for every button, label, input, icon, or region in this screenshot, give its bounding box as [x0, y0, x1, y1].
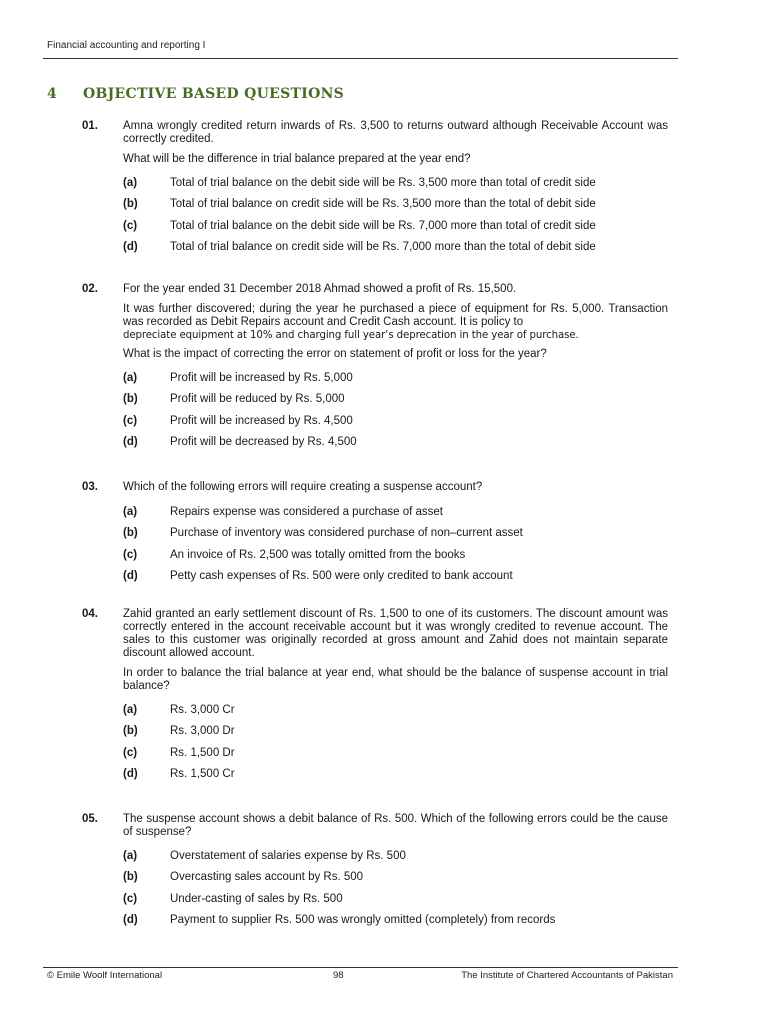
option-label: (d)	[123, 767, 138, 780]
option-text: Total of trial balance on credit side will be Rs. 3,500 more than the total of debit side	[170, 198, 596, 211]
option-a	[123, 177, 668, 198]
option-c	[123, 893, 668, 914]
option-a	[123, 506, 668, 527]
option-label: (b)	[123, 871, 138, 884]
question-body	[123, 120, 668, 262]
option-text: Total of trial balance on the debit side will be Rs. 7,000 more than total of credit side	[170, 219, 596, 232]
footer-copyright: © Emile Woolf International	[47, 970, 163, 981]
option-a	[123, 704, 668, 725]
option-label: (b)	[123, 393, 138, 406]
question-number: 01.	[82, 120, 98, 132]
option-label: (c)	[123, 892, 138, 905]
option-label: (c)	[123, 414, 138, 427]
option-text: Petty cash expenses of Rs. 500 were only credited to bank account	[170, 569, 513, 582]
answer-options	[123, 177, 668, 262]
question-text: For the year ended 31 December 2018 Ahmad showed a profit of Rs. 15,500.	[123, 283, 517, 295]
answer-options	[123, 850, 668, 935]
option-label: (b)	[123, 527, 138, 540]
question-prompt: Which of the following errors will require creating a suspense account?	[123, 481, 483, 493]
option-label: (c)	[123, 746, 138, 759]
option-text: Purchase of inventory was considered purchase of non–current asset	[170, 527, 523, 540]
option-c	[123, 549, 668, 570]
question-prompt: The suspense account shows a debit balance of Rs. 500. Which of the following errors could be the cause of suspense?	[123, 813, 668, 838]
option-label: (d)	[123, 435, 138, 448]
option-d	[123, 241, 668, 262]
question-05	[47, 813, 668, 935]
option-d	[123, 768, 668, 789]
option-b	[123, 393, 668, 414]
option-label: (a)	[123, 372, 138, 384]
option-label: (d)	[123, 913, 138, 926]
option-label: (b)	[123, 198, 138, 211]
question-body	[123, 813, 668, 935]
option-d	[123, 570, 668, 591]
option-text: Rs. 1,500 Cr	[170, 767, 235, 780]
option-text: Under-casting of sales by Rs. 500	[170, 892, 343, 905]
question-04	[47, 608, 668, 789]
option-b	[123, 198, 668, 219]
section-number: 4	[47, 86, 58, 102]
option-b	[123, 871, 668, 892]
option-label: (a)	[123, 506, 138, 518]
option-label: (c)	[123, 219, 138, 232]
option-b	[123, 725, 668, 746]
option-label: (d)	[123, 569, 138, 582]
option-label: (d)	[123, 240, 138, 253]
answer-options	[123, 506, 668, 591]
option-label: (a)	[123, 704, 138, 716]
page-number: 98	[333, 970, 344, 981]
option-text: An invoice of Rs. 2,500 was totally omitted from the books	[170, 548, 466, 561]
question-text: Zahid granted an early settlement discount of Rs. 1,500 to one of its customers. The discount amount was correctly entered in the account receivable account but it was wrongly credited to revenue account. The sales to this customer was originally recorded at gross amount and Zahid does not maintain separate discount allowed account.	[123, 608, 668, 659]
option-text: Profit will be increased by Rs. 5,000	[170, 372, 353, 384]
section-heading	[47, 85, 344, 103]
option-b	[123, 527, 668, 548]
question-text: depreciate equipment at 10% and charging full year’s deprecation in the year of purchase.	[123, 330, 579, 341]
option-text: Rs. 3,000 Dr	[170, 725, 235, 738]
option-text: Total of trial balance on credit side will be Rs. 7,000 more than the total of debit side	[170, 240, 596, 253]
question-prompt: What is the impact of correcting the error on statement of profit or loss for the year?	[123, 348, 547, 360]
question-prompt: What will be the difference in trial balance prepared at the year end?	[123, 153, 471, 165]
option-text: Profit will be reduced by Rs. 5,000	[170, 393, 345, 406]
option-text: Repairs expense was considered a purchase of asset	[170, 506, 443, 518]
option-c	[123, 747, 668, 768]
question-body	[123, 608, 668, 789]
option-text: Payment to supplier Rs. 500 was wrongly omitted (completely) from records	[170, 913, 556, 926]
question-01	[47, 120, 668, 262]
question-text: It was further discovered; during the year he purchased a piece of equipment for Rs. 5,000. Transaction was recorded as Debit Repairs account and Credit Cash account. It is policy to	[123, 303, 668, 328]
option-d	[123, 914, 668, 935]
question-number: 03.	[82, 481, 98, 493]
option-text: Overstatement of salaries expense by Rs. 500	[170, 850, 406, 862]
question-03	[47, 481, 668, 591]
option-text: Rs. 1,500 Dr	[170, 746, 235, 759]
question-body	[123, 481, 668, 591]
footer-divider	[43, 967, 678, 968]
question-number: 02.	[82, 283, 98, 295]
question-number: 05.	[82, 813, 98, 825]
question-body	[123, 283, 668, 457]
option-text: Rs. 3,000 Cr	[170, 704, 235, 716]
option-c	[123, 220, 668, 241]
option-text: Overcasting sales account by Rs. 500	[170, 871, 364, 884]
question-prompt: In order to balance the trial balance at year end, what should be the balance of suspense account in trial balance?	[123, 667, 668, 692]
question-text: Amna wrongly credited return inwards of Rs. 3,500 to returns outward although Receivable Account was correctly credited.	[123, 120, 668, 145]
option-text: Profit will be decreased by Rs. 4,500	[170, 435, 357, 448]
section-title: OBJECTIVE BASED QUESTIONS	[83, 86, 345, 102]
question-02	[47, 283, 668, 457]
running-header: Financial accounting and reporting I	[47, 40, 206, 51]
option-label: (a)	[123, 177, 138, 189]
option-text: Profit will be increased by Rs. 4,500	[170, 414, 353, 427]
answer-options	[123, 372, 668, 457]
option-d	[123, 436, 668, 457]
option-a	[123, 372, 668, 393]
option-label: (c)	[123, 548, 138, 561]
option-label: (a)	[123, 850, 138, 862]
answer-options	[123, 704, 668, 789]
option-label: (b)	[123, 725, 138, 738]
footer-institute: The Institute of Chartered Accountants of Pakistan	[461, 970, 673, 981]
question-number: 04.	[82, 608, 98, 620]
option-a	[123, 850, 668, 871]
header-divider	[43, 58, 678, 59]
option-c	[123, 415, 668, 436]
option-text: Total of trial balance on the debit side will be Rs. 3,500 more than total of credit side	[170, 177, 596, 189]
